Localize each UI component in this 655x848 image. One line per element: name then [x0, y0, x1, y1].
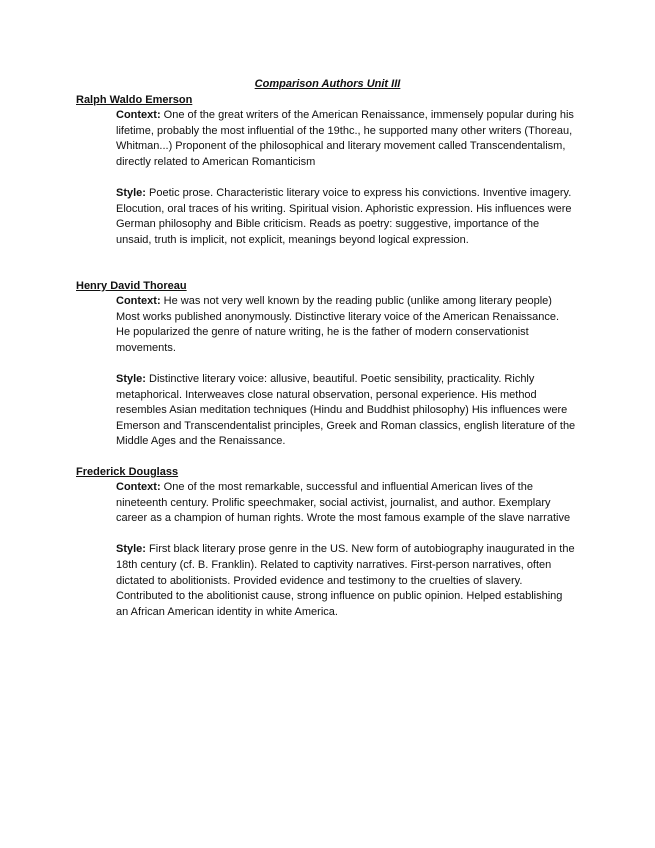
context-paragraph — [116, 480, 576, 527]
style-text: Poetic prose. Characteristic literary voice to express his convictions. Inventive imagery. Elocution, oral traces of his writing. Spiritual vision. Aphoristic expression. His influences were German philosophy and Bible criticism. Reads as poetry: suggestive, importance of the unsaid, truth is implicit, not explicit, meanings beyond logical expression. — [116, 186, 572, 246]
context-text: He was not very well known by the reading public (unlike among literary people) Most works published anonymously. Distinctive literary voice of the American Renaissance. He popularized the genre of nature writing, he is the father of modern conservationist movements. — [116, 295, 560, 354]
style-label: Style: — [116, 372, 146, 385]
context-label: Context: — [116, 109, 161, 121]
context-text: One of the great writers of the American Renaissance, immensely popular during his lifetime, probably the most influential of the 19thc., he supported many other writers (Thoreau, Whitman...) Proponent of the philosophical and literary movement called Transcendentalism, directly related to American Romanticism — [116, 109, 574, 168]
author-section-douglass — [76, 465, 576, 620]
style-paragraph — [116, 372, 576, 450]
author-section-thoreau — [76, 279, 576, 450]
document-title: Comparison Authors Unit III — [254, 78, 401, 90]
author-heading: Henry David Thoreau — [76, 280, 187, 292]
context-text: One of the most remarkable, successful and influential American lives of the nineteenth century. Prolific speechmaker, social activist, journalist, and author. Exemplary career as a champion of human rights. Wrote the most famous example of the slave narrative — [116, 481, 571, 525]
style-label: Style: — [116, 186, 146, 199]
style-paragraph — [116, 542, 576, 620]
style-text: First black literary prose genre in the US. New form of autobiography inaugurated in the 18th century (cf. B. Franklin). Related to captivity narratives. First-person narratives, often dictated to abolitionists. Provided evidence and testimony to the cruelties of slavery. Contributed to the abolitionist cause, strong influence on public opinion. Helped establishing an African American identity in white America. — [116, 543, 575, 618]
author-section-emerson — [76, 93, 576, 248]
author-heading: Ralph Waldo Emerson — [76, 94, 193, 106]
context-label: Context: — [116, 295, 161, 307]
style-paragraph — [116, 186, 576, 248]
author-heading: Frederick Douglass — [76, 466, 179, 478]
context-paragraph — [116, 294, 576, 356]
context-label: Context: — [116, 481, 161, 493]
style-text: Distinctive literary voice: allusive, beautiful. Poetic sensibility, practicality. Richly metaphorical. Interweaves close natural observation, personal experience. His method resembles Asian meditation techniques (Hindu and Buddhist philosophy) His influences were Emerson and Transcendentalist principles, Greek and Roman classics, english literature of the Middle Ages and the Renaissance. — [116, 372, 576, 448]
style-label: Style: — [116, 543, 146, 556]
context-paragraph — [116, 108, 576, 170]
